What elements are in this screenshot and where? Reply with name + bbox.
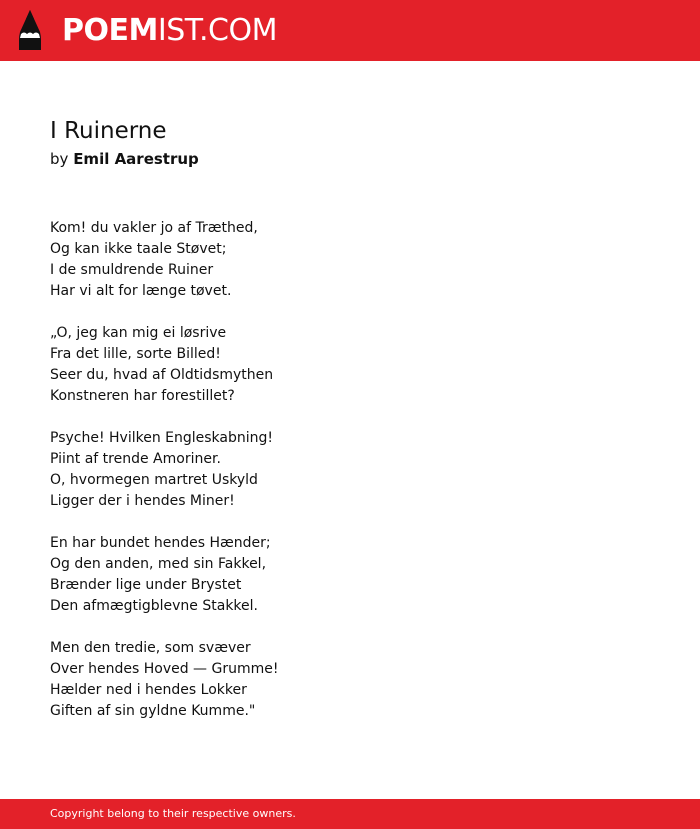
- pencil-tip-icon[interactable]: [18, 10, 42, 50]
- byline: [50, 148, 199, 170]
- poem-line: Og den anden, med sin Fakkel,: [50, 556, 267, 572]
- stanza: [50, 323, 650, 407]
- poem-line: Over hendes Hoved — Grumme!: [50, 661, 279, 677]
- site-footer: [0, 799, 700, 829]
- poem-line: I de smuldrende Ruiner: [50, 262, 214, 278]
- stanza: [50, 428, 650, 512]
- poem-line: Fra det lille, sorte Billed!: [50, 346, 221, 362]
- site-logo[interactable]: [62, 13, 277, 49]
- poem-line: Konstneren har forestillet?: [50, 388, 235, 404]
- poem-line: Kom! du vakler jo af Træthed,: [50, 220, 258, 236]
- logo-text-bold: POEM: [62, 13, 158, 48]
- poem-line: En har bundet hendes Hænder;: [50, 535, 271, 551]
- poem-line: Giften af sin gyldne Kumme.": [50, 703, 256, 719]
- poem-line: Hælder ned i hendes Lokker: [50, 682, 247, 698]
- poem-line: Den afmægtigblevne Stakkel.: [50, 598, 258, 614]
- stanza: [50, 638, 650, 722]
- copyright-text: Copyright belong to their respective owners.: [50, 807, 296, 820]
- poem-line: Og kan ikke taale Støvet;: [50, 241, 227, 257]
- poem-line: Seer du, hvad af Oldtidsmythen: [50, 367, 274, 383]
- site-header: [0, 0, 700, 61]
- poem-line: Psyche! Hvilken Engleskabning!: [50, 430, 274, 446]
- poem-body: [50, 218, 650, 743]
- poem-line: Piint af trende Amoriner.: [50, 451, 221, 467]
- by-label: by: [50, 150, 69, 168]
- stanza: [50, 218, 650, 302]
- author-name: Emil Aarestrup: [73, 150, 199, 168]
- poem-line: Har vi alt for længe tøvet.: [50, 283, 232, 299]
- poem-title: I Ruinerne: [50, 118, 167, 144]
- poem-line: „O, jeg kan mig ei løsrive: [50, 325, 227, 341]
- logo-text-rest: IST.COM: [157, 13, 277, 48]
- poem-line: Ligger der i hendes Miner!: [50, 493, 235, 509]
- poem-line: Men den tredie, som svæver: [50, 640, 251, 656]
- poem-line: O, hvormegen martret Uskyld: [50, 472, 258, 488]
- poem-line: Brænder lige under Brystet: [50, 577, 242, 593]
- stanza: [50, 533, 650, 617]
